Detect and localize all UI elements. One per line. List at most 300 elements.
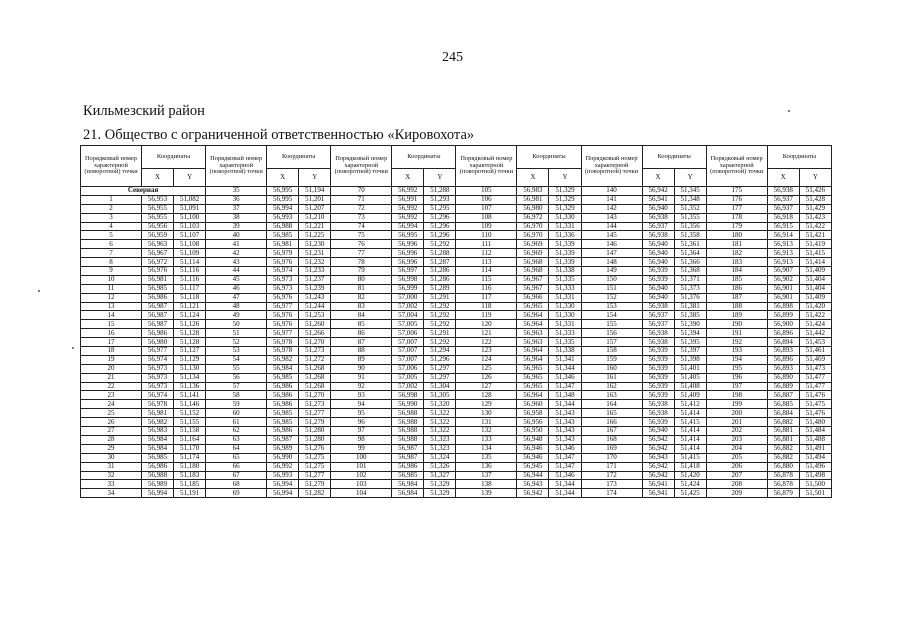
table-cell: 56,942 xyxy=(642,444,674,453)
table-cell: 56,976 xyxy=(267,258,299,267)
table-cell: 113 xyxy=(456,258,517,267)
table-cell: 187 xyxy=(706,293,767,302)
table-cell: 56,992 xyxy=(392,204,424,213)
table-cell: 56,880 xyxy=(767,462,799,471)
table-cell: 29 xyxy=(81,444,142,453)
table-cell: 56,986 xyxy=(141,462,173,471)
table-cell: 69 xyxy=(206,489,267,498)
point-number-header: Порядковый номер характерной (поворотной) точки xyxy=(581,146,642,187)
table-cell: 56,938 xyxy=(642,213,674,222)
table-cell: 51,327 xyxy=(424,471,456,480)
table-row xyxy=(81,409,832,418)
table-cell: 56,958 xyxy=(517,409,549,418)
table-cell: 56,889 xyxy=(767,382,799,391)
table-cell: 32 xyxy=(81,471,142,480)
table-cell: 51,415 xyxy=(674,453,706,462)
table-cell: 56,974 xyxy=(141,355,173,364)
table-cell: 7 xyxy=(81,249,142,258)
table-cell: 56,965 xyxy=(517,373,549,382)
table-cell: 56,986 xyxy=(267,427,299,436)
y-header: Y xyxy=(424,169,456,187)
table-cell: 51,491 xyxy=(799,444,831,453)
table-cell: 51,366 xyxy=(674,258,706,267)
table-cell: 51,426 xyxy=(799,187,831,196)
table-cell: 51,103 xyxy=(174,222,206,231)
table-cell: 192 xyxy=(706,338,767,347)
table-cell: 51,344 xyxy=(549,364,581,373)
table-cell: 56,987 xyxy=(141,311,173,320)
table-cell: 56,967 xyxy=(141,249,173,258)
table-cell: 56,997 xyxy=(392,267,424,276)
table-cell: 51,121 xyxy=(174,302,206,311)
table-cell: 57,006 xyxy=(392,364,424,373)
table-cell: 51,210 xyxy=(299,213,331,222)
table-cell: 56,998 xyxy=(392,275,424,284)
table-cell: 51,364 xyxy=(674,249,706,258)
table-cell: 85 xyxy=(331,320,392,329)
table-cell: 125 xyxy=(456,364,517,373)
table-cell: 161 xyxy=(581,373,642,382)
table-row xyxy=(81,195,832,204)
table-cell: 51,428 xyxy=(799,195,831,204)
table-cell: 56,959 xyxy=(141,231,173,240)
table-cell: 165 xyxy=(581,409,642,418)
table-cell: 130 xyxy=(456,409,517,418)
table-cell: 56,996 xyxy=(392,249,424,258)
table-cell: 51,282 xyxy=(299,489,331,498)
table-cell: 56,944 xyxy=(517,471,549,480)
table-cell: 56,937 xyxy=(642,222,674,231)
table-cell: 142 xyxy=(581,204,642,213)
table-cell: 71 xyxy=(331,195,392,204)
table-cell: 116 xyxy=(456,284,517,293)
table-cell: 61 xyxy=(206,418,267,427)
table-cell: 56,881 xyxy=(767,435,799,444)
table-cell: 51,500 xyxy=(799,480,831,489)
x-header: X xyxy=(267,169,299,187)
table-cell: 86 xyxy=(331,329,392,338)
table-cell: 51,232 xyxy=(299,258,331,267)
table-cell: 56,939 xyxy=(642,267,674,276)
table-cell: 51,343 xyxy=(549,418,581,427)
table-cell: 170 xyxy=(581,453,642,462)
table-cell: 14 xyxy=(81,311,142,320)
table-cell: 123 xyxy=(456,347,517,356)
table-cell: 56,964 xyxy=(517,391,549,400)
table-cell: 56,913 xyxy=(767,258,799,267)
table-cell: 19 xyxy=(81,355,142,364)
table-cell: 26 xyxy=(81,418,142,427)
table-cell: 171 xyxy=(581,462,642,471)
table-cell: 56,942 xyxy=(642,471,674,480)
table-cell: 56,985 xyxy=(267,373,299,382)
table-cell: 2 xyxy=(81,204,142,213)
y-header: Y xyxy=(174,169,206,187)
table-cell: 79 xyxy=(331,267,392,276)
table-cell: 56,965 xyxy=(517,364,549,373)
table-cell: 56,940 xyxy=(642,249,674,258)
table-cell: 51,124 xyxy=(174,311,206,320)
table-cell: 56,953 xyxy=(141,195,173,204)
table-cell: 56,939 xyxy=(642,355,674,364)
table-cell: 56,981 xyxy=(141,409,173,418)
table-cell: 28 xyxy=(81,435,142,444)
table-cell: 51,412 xyxy=(674,400,706,409)
table-row xyxy=(81,435,832,444)
table-cell: 62 xyxy=(206,427,267,436)
table-cell: 51,244 xyxy=(299,302,331,311)
table-cell: 51,134 xyxy=(174,373,206,382)
table-cell: 51,277 xyxy=(299,471,331,480)
table-cell: 104 xyxy=(331,489,392,498)
y-header: Y xyxy=(799,169,831,187)
table-cell: 56,988 xyxy=(392,409,424,418)
table-cell: 51,266 xyxy=(299,329,331,338)
table-cell: 51,114 xyxy=(174,258,206,267)
table-cell: 93 xyxy=(331,391,392,400)
table-row xyxy=(81,489,832,498)
table-cell: 12 xyxy=(81,293,142,302)
table-cell: 51,292 xyxy=(424,302,456,311)
table-cell: 51,418 xyxy=(674,462,706,471)
table-cell: 56,984 xyxy=(141,435,173,444)
table-cell: 138 xyxy=(456,480,517,489)
table-cell: 34 xyxy=(81,489,142,498)
table-cell: 206 xyxy=(706,462,767,471)
table-cell: 51,279 xyxy=(299,418,331,427)
table-cell: 146 xyxy=(581,240,642,249)
table-row xyxy=(81,480,832,489)
table-cell: 51,155 xyxy=(174,418,206,427)
table-row xyxy=(81,427,832,436)
table-cell: 73 xyxy=(331,213,392,222)
table-cell: 205 xyxy=(706,453,767,462)
table-cell: 51,469 xyxy=(799,355,831,364)
table-row xyxy=(81,284,832,293)
table-cell: 22 xyxy=(81,382,142,391)
table-cell: 56,992 xyxy=(392,187,424,196)
table-cell: 51,180 xyxy=(174,462,206,471)
table-cell: 51,272 xyxy=(299,355,331,364)
table-cell: 56,976 xyxy=(267,320,299,329)
table-cell: 57,007 xyxy=(392,355,424,364)
table-cell: 51,276 xyxy=(299,444,331,453)
table-cell: 189 xyxy=(706,311,767,320)
table-cell: 56,996 xyxy=(392,258,424,267)
table-cell: 51,292 xyxy=(424,338,456,347)
table-cell: 114 xyxy=(456,267,517,276)
table-cell: 56,887 xyxy=(767,391,799,400)
table-cell: 51,347 xyxy=(549,462,581,471)
table-cell: 51,420 xyxy=(674,471,706,480)
table-cell: 173 xyxy=(581,480,642,489)
table-cell: 152 xyxy=(581,293,642,302)
table-cell: 51,419 xyxy=(799,240,831,249)
table-cell: 51,268 xyxy=(299,364,331,373)
table-cell: 56,893 xyxy=(767,347,799,356)
table-cell: 56,985 xyxy=(267,409,299,418)
table-cell: 56,986 xyxy=(141,329,173,338)
table-cell: 56,969 xyxy=(517,240,549,249)
table-cell: 56,990 xyxy=(392,400,424,409)
table-cell: 56,894 xyxy=(767,338,799,347)
table-cell: 56,985 xyxy=(141,453,173,462)
table-row xyxy=(81,222,832,231)
table-cell: 70 xyxy=(331,187,392,196)
table-cell: 56,982 xyxy=(267,355,299,364)
table-cell: 126 xyxy=(456,373,517,382)
x-header: X xyxy=(767,169,799,187)
table-cell: 56,988 xyxy=(392,427,424,436)
table-cell: 51,126 xyxy=(174,320,206,329)
table-cell: 172 xyxy=(581,471,642,480)
table-cell: 184 xyxy=(706,267,767,276)
table-cell: 51,109 xyxy=(174,249,206,258)
y-header: Y xyxy=(549,169,581,187)
table-cell: 129 xyxy=(456,400,517,409)
table-cell: 98 xyxy=(331,435,392,444)
table-cell: 11 xyxy=(81,284,142,293)
x-header: X xyxy=(141,169,173,187)
table-cell: 78 xyxy=(331,258,392,267)
table-cell: 56,964 xyxy=(517,347,549,356)
table-cell: 90 xyxy=(331,364,392,373)
table-cell: 56,940 xyxy=(642,284,674,293)
table-row xyxy=(81,275,832,284)
table-cell: 56,987 xyxy=(141,302,173,311)
table-cell: 51,322 xyxy=(424,418,456,427)
table-cell: 72 xyxy=(331,204,392,213)
table-cell: 143 xyxy=(581,213,642,222)
table-cell: 51,286 xyxy=(424,275,456,284)
table-cell: 56 xyxy=(206,373,267,382)
table-cell: 151 xyxy=(581,284,642,293)
table-cell: 51,082 xyxy=(174,195,206,204)
table-cell: 166 xyxy=(581,418,642,427)
table-cell: 56,983 xyxy=(517,187,549,196)
table-row xyxy=(81,347,832,356)
table-cell: 51,152 xyxy=(174,409,206,418)
table-cell: 56,918 xyxy=(767,213,799,222)
table-cell: 51,330 xyxy=(549,311,581,320)
table-cell: 56,981 xyxy=(517,195,549,204)
table-cell: 57,002 xyxy=(392,302,424,311)
table-cell: 154 xyxy=(581,311,642,320)
table-cell: 56,973 xyxy=(267,284,299,293)
table-cell: 162 xyxy=(581,382,642,391)
table-cell: 51,280 xyxy=(299,427,331,436)
table-cell: 52 xyxy=(206,338,267,347)
table-cell: 121 xyxy=(456,329,517,338)
table-cell: 51,329 xyxy=(549,187,581,196)
table-cell: 56,973 xyxy=(141,373,173,382)
table-cell: 56,960 xyxy=(517,400,549,409)
table-cell: 51,331 xyxy=(549,293,581,302)
table-cell: 56,994 xyxy=(267,489,299,498)
table-cell: 56,913 xyxy=(767,249,799,258)
table-cell: 51 xyxy=(206,329,267,338)
table-cell: 56,970 xyxy=(517,222,549,231)
table-cell: 139 xyxy=(456,489,517,498)
table-cell: 111 xyxy=(456,240,517,249)
table-cell: 56,995 xyxy=(392,231,424,240)
table-cell: 159 xyxy=(581,355,642,364)
table-cell: 56,937 xyxy=(767,204,799,213)
table-cell: 119 xyxy=(456,311,517,320)
table-cell: 56,964 xyxy=(517,355,549,364)
point-number-header: Порядковый номер характерной (поворотной) точки xyxy=(206,146,267,187)
table-cell: 6 xyxy=(81,240,142,249)
table-cell: 56,938 xyxy=(642,409,674,418)
table-cell: 51,207 xyxy=(299,204,331,213)
table-cell: 51,292 xyxy=(424,240,456,249)
table-cell: 87 xyxy=(331,338,392,347)
table-cell: 51,295 xyxy=(424,204,456,213)
table-cell: 169 xyxy=(581,444,642,453)
table-cell: 50 xyxy=(206,320,267,329)
table-cell: 56,974 xyxy=(267,267,299,276)
table-row xyxy=(81,231,832,240)
table-cell: 51,141 xyxy=(174,391,206,400)
table-cell: 177 xyxy=(706,204,767,213)
table-cell: 51,476 xyxy=(799,409,831,418)
table-cell: 82 xyxy=(331,293,392,302)
coordinates-table xyxy=(80,145,832,498)
table-cell: 56,976 xyxy=(141,267,173,276)
table-cell: 51,341 xyxy=(549,355,581,364)
table-cell: 67 xyxy=(206,471,267,480)
table-cell: 56,940 xyxy=(642,258,674,267)
table-cell: 56,896 xyxy=(767,355,799,364)
table-cell: 56,991 xyxy=(392,195,424,204)
table-cell: 56,978 xyxy=(267,347,299,356)
table-cell: 51,421 xyxy=(799,231,831,240)
table-cell: 56,941 xyxy=(642,489,674,498)
table-cell: 203 xyxy=(706,435,767,444)
table-cell: 94 xyxy=(331,400,392,409)
table-cell: 91 xyxy=(331,373,392,382)
table-cell: 51,288 xyxy=(424,187,456,196)
table-cell: 80 xyxy=(331,275,392,284)
table-cell: 51,347 xyxy=(549,453,581,462)
table-cell: 56,900 xyxy=(767,320,799,329)
table-cell: 103 xyxy=(331,480,392,489)
table-cell: 97 xyxy=(331,427,392,436)
table-cell: 51,268 xyxy=(299,382,331,391)
table-cell: 56,995 xyxy=(267,187,299,196)
table-cell: 179 xyxy=(706,222,767,231)
table-cell: 51,409 xyxy=(799,267,831,276)
table-row xyxy=(81,311,832,320)
table-cell: 150 xyxy=(581,275,642,284)
table-cell: 51,270 xyxy=(299,338,331,347)
table-cell: 51,237 xyxy=(299,275,331,284)
table-cell: 51,343 xyxy=(549,435,581,444)
table-cell: 135 xyxy=(456,453,517,462)
table-cell: 56,974 xyxy=(141,391,173,400)
table-cell: 51,461 xyxy=(799,347,831,356)
table-cell: 56,982 xyxy=(141,418,173,427)
table-cell: 51,409 xyxy=(799,293,831,302)
table-cell: 183 xyxy=(706,258,767,267)
table-cell: 202 xyxy=(706,427,767,436)
coordinates-header: Координаты xyxy=(267,146,331,169)
table-cell: 145 xyxy=(581,231,642,240)
table-cell: 56,885 xyxy=(767,400,799,409)
table-cell: 144 xyxy=(581,222,642,231)
table-cell: 137 xyxy=(456,471,517,480)
table-cell: 56,973 xyxy=(267,275,299,284)
table-cell: 51,322 xyxy=(424,427,456,436)
table-cell: 56,972 xyxy=(517,213,549,222)
table-cell: 51,201 xyxy=(299,195,331,204)
table-cell: 51,398 xyxy=(674,355,706,364)
table-cell: 134 xyxy=(456,444,517,453)
table-cell: 118 xyxy=(456,302,517,311)
table-cell: 51,338 xyxy=(549,267,581,276)
table-cell: 21 xyxy=(81,373,142,382)
table-row xyxy=(81,453,832,462)
table-cell: 51,352 xyxy=(674,204,706,213)
table-cell: 56,878 xyxy=(767,471,799,480)
table-cell: 56,985 xyxy=(141,284,173,293)
table-cell: 102 xyxy=(331,471,392,480)
table-cell: 51,361 xyxy=(674,240,706,249)
table-cell: 51,405 xyxy=(674,373,706,382)
table-cell: 9 xyxy=(81,267,142,276)
table-cell: 51,414 xyxy=(674,409,706,418)
table-cell: 107 xyxy=(456,204,517,213)
table-cell: 56,977 xyxy=(267,302,299,311)
table-cell: 56,995 xyxy=(267,195,299,204)
table-cell: 51,488 xyxy=(799,435,831,444)
table-cell: 51,091 xyxy=(174,204,206,213)
table-cell: 133 xyxy=(456,435,517,444)
table-cell: 37 xyxy=(206,204,267,213)
table-cell: 51,453 xyxy=(799,338,831,347)
table-cell: 56,968 xyxy=(517,258,549,267)
table-cell: 56,986 xyxy=(267,391,299,400)
table-cell: 160 xyxy=(581,364,642,373)
table-cell: 56,984 xyxy=(141,444,173,453)
table-cell: 56,992 xyxy=(267,462,299,471)
table-cell: 57,007 xyxy=(392,338,424,347)
table-cell: 56,955 xyxy=(141,204,173,213)
table-cell: 193 xyxy=(706,347,767,356)
table-cell: 56,977 xyxy=(267,329,299,338)
table-cell: 140 xyxy=(581,187,642,196)
table-cell: 56,942 xyxy=(517,489,549,498)
table-cell: 51,329 xyxy=(549,195,581,204)
table-cell: 56,941 xyxy=(642,480,674,489)
table-cell: 51,146 xyxy=(174,400,206,409)
table-cell: 4 xyxy=(81,222,142,231)
table-cell: 186 xyxy=(706,284,767,293)
table-cell: 68 xyxy=(206,480,267,489)
table-cell: 56,937 xyxy=(642,311,674,320)
table-cell: 56,978 xyxy=(267,338,299,347)
table-cell: 51,268 xyxy=(299,373,331,382)
table-cell: 188 xyxy=(706,302,767,311)
table-cell: 56,990 xyxy=(267,453,299,462)
table-cell: 56,993 xyxy=(267,471,299,480)
table-cell: 16 xyxy=(81,329,142,338)
table-cell: 56,882 xyxy=(767,418,799,427)
table-cell: 153 xyxy=(581,302,642,311)
table-cell: 51,343 xyxy=(549,427,581,436)
table-cell: 56,942 xyxy=(642,435,674,444)
y-header: Y xyxy=(299,169,331,187)
